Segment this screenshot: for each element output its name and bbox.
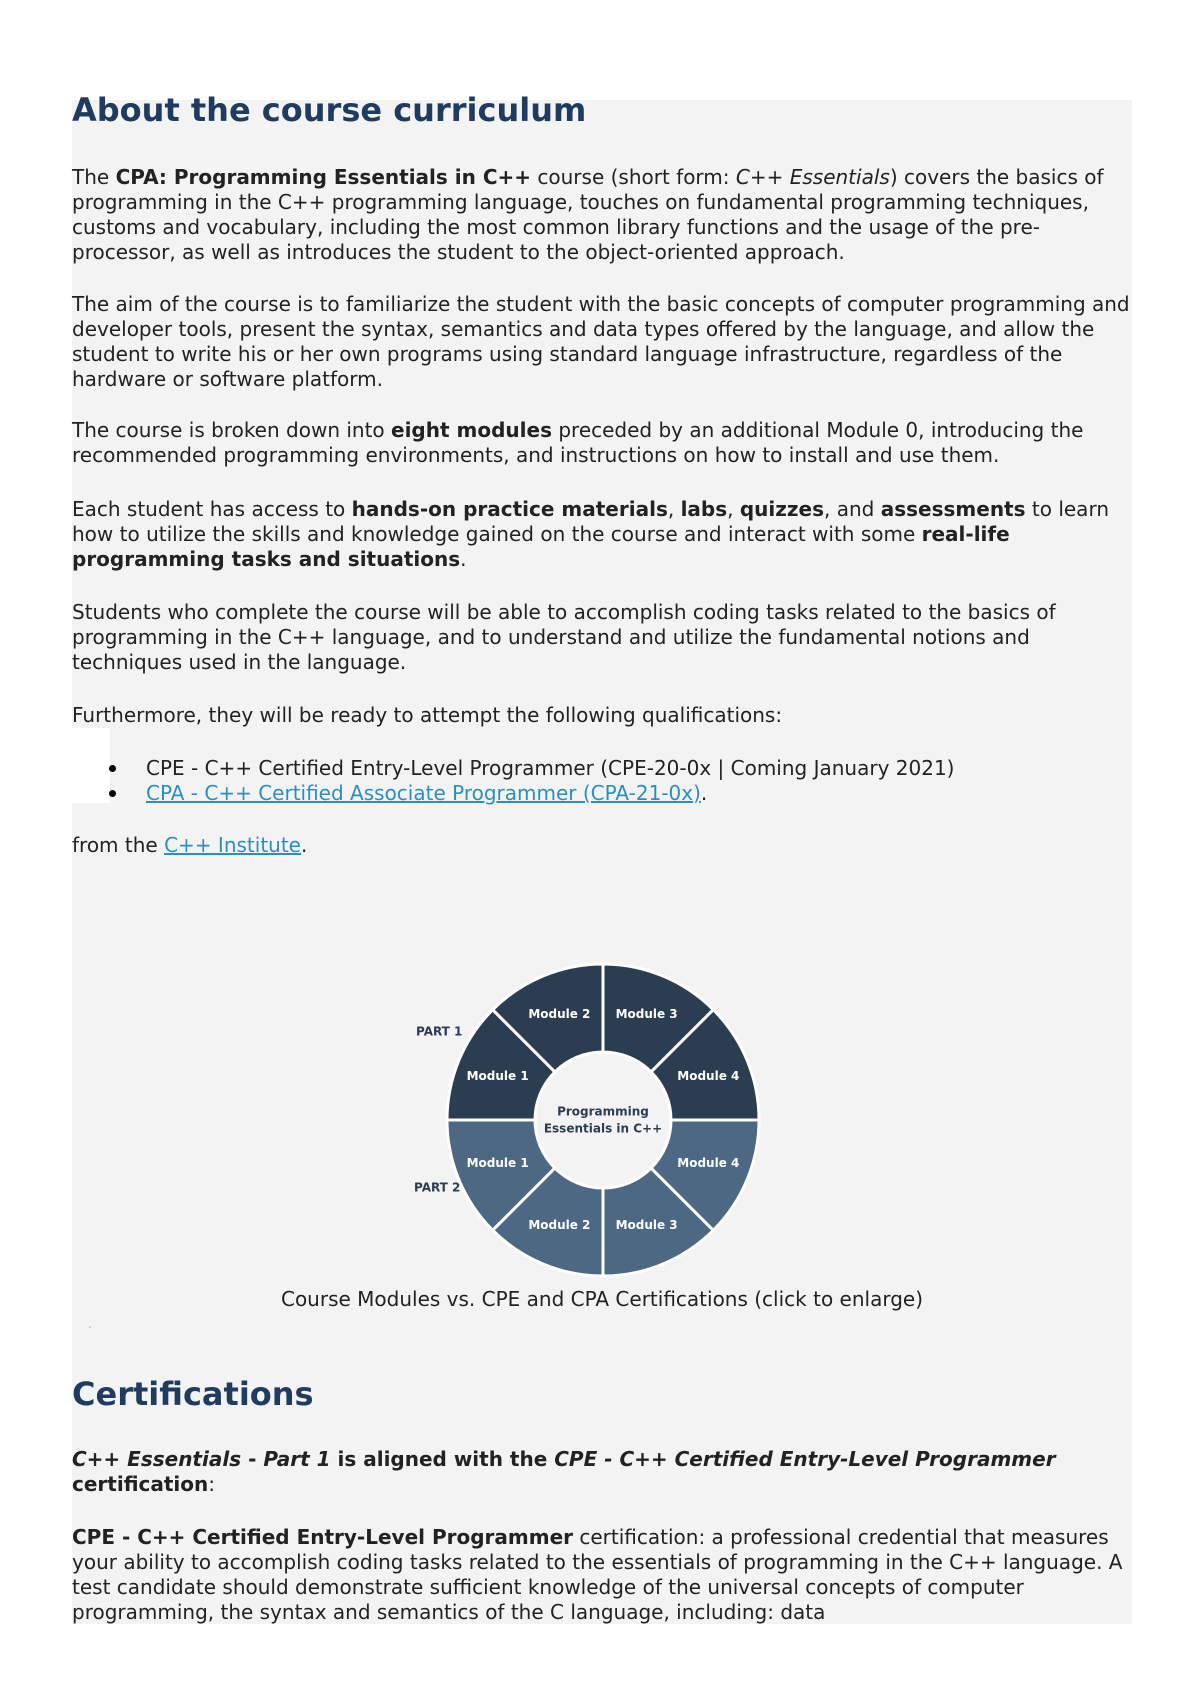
certifications-heading: Certifications [72,1375,314,1413]
small-dot [89,1326,91,1328]
part2-module-label: Module 1 [466,1156,529,1171]
furthermore-paragraph: Furthermore, they will be ready to attempt the following qualifications: [72,703,783,727]
aligned-paragraph: C++ Essentials - Part 1 is aligned with the CPE - C++ Certified Entry-Level Programmer certification: [72,1447,1056,1496]
figure-caption: Course Modules vs. CPE and CPA Certifications (click to enlarge) [280,1287,924,1311]
center-title-line2: Essentials in C++ [543,1121,663,1136]
cpp-institute-link[interactable]: C++ Institute [164,833,301,857]
course-modules-figure[interactable] [72,960,1132,1312]
course-name: CPA: Programming Essentials in C++ [115,165,532,189]
aim-paragraph: The aim of the course is to familiarize the student with the basic concepts of computer programming and developer tools, present the syntax, semantics and data types offered by the language, and allow the student to write his or her own programs using standard language infrastructure, regardless of the hardware or software platform. [72,292,1130,391]
course-short-form: C++ Essentials [735,165,890,189]
access-paragraph: Each student has access to hands-on practice materials, labs, quizzes, and assessments to learn how to utilize the skills and knowledge gained on the course and interact with some real-life programming tasks and situations. [72,497,1109,571]
center-title-line1: Programming [557,1104,649,1119]
part1-module-label: Module 4 [677,1068,740,1083]
list-item: CPE - C++ Certified Entry-Level Programmer (CPE-20-0x | Coming January 2021) [72,756,1132,781]
part2-module-label: Module 4 [677,1156,740,1171]
intro-paragraph: The CPA: Programming Essentials in C++ course (short form: C++ Essentials) covers the basics of programming in the C++ programming language, touches on fundamental programming techniques, customs and vocabulary, including the most common library functions and the usage of the pre-processor, as well as introduces the student to the object-oriented approach. [72,165,1104,264]
outcome-paragraph: Students who complete the course will be able to accomplish coding tasks related to the basics of programming in the C++ language, and to understand and utilize the fundamental notions and techniques used in the language. [72,600,1056,674]
cpe-paragraph: CPE - C++ Certified Entry-Level Programmer certification: a professional credential that measures your ability to accomplish coding tasks related to the essentials of programming in the C++ language. A test candidate should demonstrate sufficient knowledge of the universal concepts of computer programming, the syntax and semantics of the C language, including: data [72,1525,1123,1624]
from-paragraph: from the C++ Institute. [72,833,308,857]
part1-module-label: Module 1 [466,1068,529,1083]
part1-module-label: Module 3 [615,1007,678,1022]
list-item: CPA - C++ Certified Associate Programmer (CPA-21-0x). [72,781,1132,806]
cpa-certification-link[interactable]: CPA - C++ Certified Associate Programmer (CPA-21-0x) [146,781,701,805]
part2-label: PART 2 [414,1180,461,1195]
part1-module-label: Module 2 [528,1007,591,1022]
content-area [72,91,1132,1624]
curriculum-heading: About the course curriculum [72,91,587,129]
cpe-name: CPE - C++ Certified Entry-Level Programmer [72,1525,574,1549]
part2-module-label: Module 3 [615,1217,678,1232]
course-modules-diagram[interactable] [392,960,812,1280]
part2-module-label: Module 2 [528,1217,591,1232]
modules-paragraph: The course is broken down into eight modules preceded by an additional Module 0, introducing the recommended programming environments, and instructions on how to install and use them. [72,418,1084,467]
eight-modules: eight modules [391,418,552,442]
part1-label: PART 1 [416,1024,463,1039]
qualifications-list [72,756,1132,806]
